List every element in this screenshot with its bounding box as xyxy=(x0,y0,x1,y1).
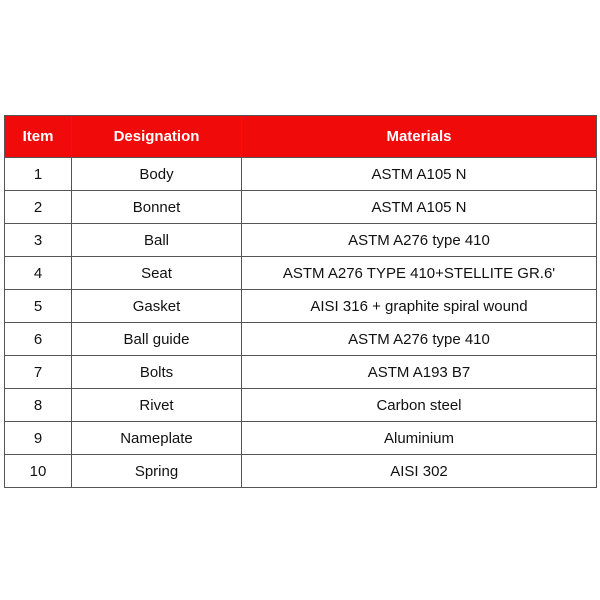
cell-materials: AISI 316 + graphite spiral wound xyxy=(242,290,597,323)
cell-designation: Nameplate xyxy=(72,422,242,455)
table-row xyxy=(5,191,597,224)
cell-designation: Seat xyxy=(72,257,242,290)
cell-designation: Rivet xyxy=(72,389,242,422)
cell-designation: Ball xyxy=(72,224,242,257)
header-designation: Designation xyxy=(72,116,242,158)
table-row xyxy=(5,389,597,422)
cell-materials: AISI 302 xyxy=(242,455,597,488)
cell-item: 10 xyxy=(5,455,72,488)
cell-designation: Gasket xyxy=(72,290,242,323)
cell-materials: ASTM A276 type 410 xyxy=(242,224,597,257)
cell-item: 7 xyxy=(5,356,72,389)
cell-materials: ASTM A276 type 410 xyxy=(242,323,597,356)
cell-item: 1 xyxy=(5,158,72,191)
table-row xyxy=(5,158,597,191)
cell-item: 3 xyxy=(5,224,72,257)
table-row xyxy=(5,422,597,455)
cell-materials: ASTM A105 N xyxy=(242,191,597,224)
table-row xyxy=(5,290,597,323)
cell-item: 9 xyxy=(5,422,72,455)
cell-designation: Ball guide xyxy=(72,323,242,356)
cell-designation: Bonnet xyxy=(72,191,242,224)
table-row xyxy=(5,455,597,488)
header-row xyxy=(5,116,597,158)
header-materials: Materials xyxy=(242,116,597,158)
cell-materials: Aluminium xyxy=(242,422,597,455)
table-row xyxy=(5,257,597,290)
cell-materials: ASTM A193 B7 xyxy=(242,356,597,389)
materials-table xyxy=(4,115,597,488)
table-body xyxy=(5,158,597,488)
cell-designation: Spring xyxy=(72,455,242,488)
table-row xyxy=(5,356,597,389)
table-header xyxy=(5,116,597,158)
cell-item: 4 xyxy=(5,257,72,290)
cell-item: 6 xyxy=(5,323,72,356)
cell-item: 2 xyxy=(5,191,72,224)
cell-designation: Bolts xyxy=(72,356,242,389)
table-row xyxy=(5,323,597,356)
cell-materials: ASTM A276 TYPE 410+STELLITE GR.6' xyxy=(242,257,597,290)
cell-materials: Carbon steel xyxy=(242,389,597,422)
cell-materials: ASTM A105 N xyxy=(242,158,597,191)
cell-designation: Body xyxy=(72,158,242,191)
header-item: Item xyxy=(5,116,72,158)
cell-item: 8 xyxy=(5,389,72,422)
table-row xyxy=(5,224,597,257)
cell-item: 5 xyxy=(5,290,72,323)
